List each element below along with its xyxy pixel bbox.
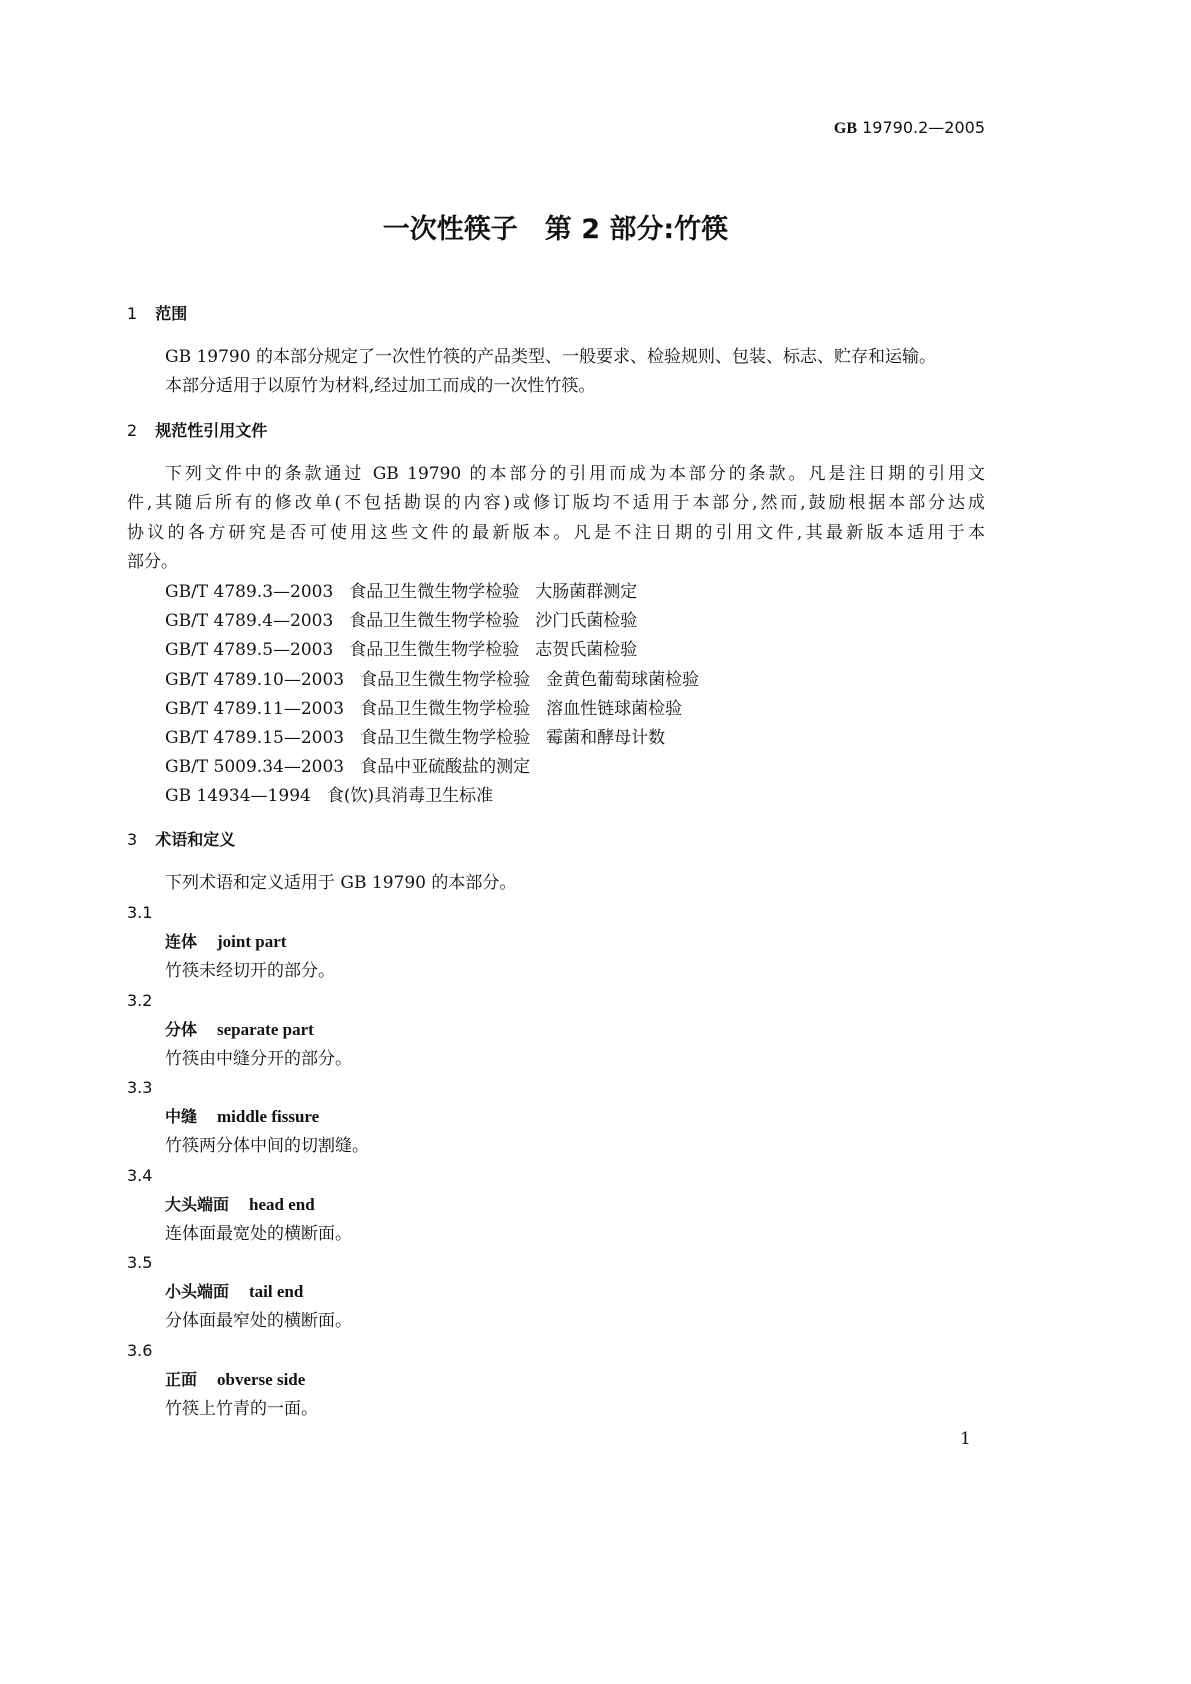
reference-item — [165, 756, 562, 778]
term-heading — [165, 1281, 303, 1303]
reference-code: GB/T 4789.4—2003 — [165, 611, 334, 632]
term-heading — [165, 1194, 315, 1216]
term-heading — [165, 1106, 319, 1128]
reference-sub: 大肠菌群测定 — [535, 582, 638, 602]
reference-code: GB 14934—1994 — [165, 786, 311, 807]
term-en: middle fissure — [217, 1107, 320, 1127]
reference-item — [165, 610, 653, 632]
reference-item — [165, 727, 681, 749]
reference-item — [165, 669, 715, 691]
paragraph: GB 19790 的本部分规定了一次性竹筷的产品类型、一般要求、检验规则、包装、标志、贮存和运输。 — [165, 347, 936, 367]
section-heading-2: 2 规范性引用文件 — [127, 421, 268, 440]
reference-title: 食品卫生微生物学检验 — [360, 698, 531, 719]
term-zh: 正面 — [165, 1370, 198, 1389]
reference-title: 食品中亚硫酸盐的测定 — [360, 757, 531, 778]
term-definition: 竹筷两分体中间的切割缝。 — [165, 1136, 369, 1157]
reference-title: 食品卫生微生物学检验 — [349, 611, 520, 632]
reference-code: GB/T 4789.5—2003 — [165, 640, 334, 661]
term-number: 3.4 — [127, 1165, 153, 1185]
term-heading — [165, 1369, 305, 1391]
term-heading — [165, 931, 286, 953]
paragraph-line: 协议的各方研究是否可使用这些文件的最新版本。凡是不注日期的引用文件,其最新版本适用于本 — [127, 523, 985, 543]
term-heading — [165, 1019, 314, 1041]
term-number: 3.1 — [127, 903, 153, 922]
term-zh: 分体 — [165, 1019, 198, 1039]
term-number: 3.5 — [127, 1253, 153, 1273]
reference-title: 食品卫生微生物学检验 — [349, 582, 520, 602]
reference-title: 食(饮)具消毒卫生标准 — [326, 786, 494, 807]
section-heading-1: 1 范围 — [127, 304, 188, 323]
page-number: 1 — [960, 1429, 971, 1449]
reference-code: GB/T 4789.3—2003 — [165, 582, 334, 602]
term-en: tail end — [249, 1282, 304, 1302]
term-zh: 连体 — [165, 932, 198, 951]
std-no: 19790.2—2005 — [862, 118, 985, 137]
term-definition: 竹筷未经切开的部分。 — [165, 961, 335, 981]
term-number: 3.6 — [127, 1341, 153, 1360]
reference-code: GB/T 4789.10—2003 — [165, 669, 345, 690]
reference-title: 食品卫生微生物学检验 — [360, 728, 531, 748]
reference-item — [165, 785, 525, 807]
reference-item — [165, 581, 653, 603]
standard-number: GB 19790.2—2005 — [833, 118, 985, 137]
reference-item — [165, 639, 653, 661]
reference-code: GB/T 5009.34—2003 — [165, 757, 345, 778]
paragraph-line: 件,其随后所有的修改单(不包括勘误的内容)或修订版均不适用于本部分,然而,鼓励根据本部分达成 — [127, 493, 985, 513]
reference-code: GB/T 4789.15—2003 — [165, 728, 345, 748]
reference-sub: 沙门氏菌检验 — [535, 611, 638, 632]
page-title: 一次性筷子 第 2 部分:竹筷 — [382, 214, 729, 245]
term-en: joint part — [217, 932, 287, 951]
paragraph: 本部分适用于以原竹为材料,经过加工而成的一次性竹筷。 — [165, 376, 596, 396]
paragraph-line: 部分。 — [127, 552, 178, 572]
paragraph: 下列术语和定义适用于 GB 19790 的本部分。 — [165, 873, 517, 893]
term-definition: 竹筷由中缝分开的部分。 — [165, 1048, 352, 1069]
term-en: separate part — [217, 1019, 314, 1039]
term-en: obverse side — [217, 1370, 306, 1389]
reference-sub: 霉菌和酵母计数 — [546, 728, 666, 748]
term-number: 3.3 — [127, 1078, 153, 1098]
section-heading-3: 3 术语和定义 — [127, 830, 236, 849]
reference-sub: 金黄色葡萄球菌检验 — [546, 669, 700, 690]
reference-item — [165, 698, 698, 720]
term-number: 3.2 — [127, 990, 153, 1010]
term-zh: 大头端面 — [165, 1194, 230, 1214]
reference-code: GB/T 4789.11—2003 — [165, 698, 345, 719]
term-zh: 中缝 — [165, 1107, 198, 1127]
term-definition: 分体面最窄处的横断面。 — [165, 1311, 352, 1332]
term-en: head end — [249, 1194, 315, 1214]
reference-title: 食品卫生微生物学检验 — [360, 669, 531, 690]
reference-title: 食品卫生微生物学检验 — [349, 640, 520, 661]
reference-sub: 志贺氏菌检验 — [535, 640, 638, 661]
term-definition: 连体面最宽处的横断面。 — [165, 1223, 352, 1244]
term-definition: 竹筷上竹青的一面。 — [165, 1399, 318, 1419]
reference-sub: 溶血性链球菌检验 — [546, 698, 683, 719]
term-zh: 小头端面 — [165, 1282, 230, 1302]
paragraph-line: 下列文件中的条款通过 GB 19790 的本部分的引用而成为本部分的条款。凡是注日期的引用文 — [165, 464, 985, 484]
